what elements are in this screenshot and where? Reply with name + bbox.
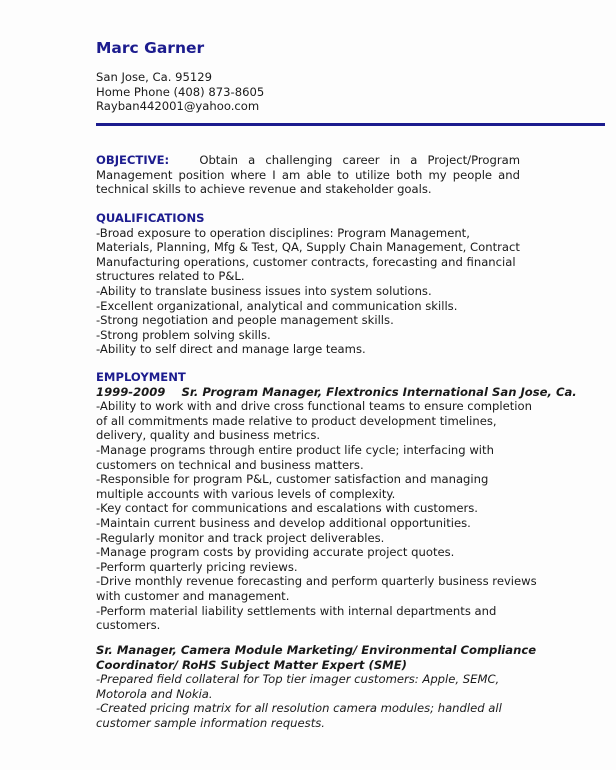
line-item: -Drive monthly revenue forecasting and perform quarterly business reviews — [96, 574, 537, 589]
line-item: -Broad exposure to operation disciplines: Program Management, — [96, 225, 470, 240]
job2-title: Sr. Manager, Camera Module Marketing/ Environmental Compliance — [96, 643, 537, 657]
job2-duties — [96, 672, 536, 730]
line-item: -Ability to self direct and manage large teams. — [96, 342, 366, 357]
line-item: Manufacturing operations, customer contracts, forecasting and financial — [96, 254, 516, 269]
line-item: -Maintain current business and develop additional opportunities. — [96, 515, 471, 530]
line-item: -Manage program costs by providing accurate project quotes. — [96, 545, 455, 560]
objective-section — [96, 153, 520, 197]
job1-title: 1999-2009 Sr. Program Manager, Flextronics International San Jose, Ca. — [96, 384, 577, 399]
job1-duties — [96, 399, 577, 633]
qualifications-heading: QUALIFICATIONS — [96, 211, 205, 225]
line-item: -Perform material liability settlements with internal departments and — [96, 603, 497, 618]
phone: Home Phone (408) 873-8605 — [96, 84, 265, 99]
employment-heading: EMPLOYMENT — [96, 370, 186, 384]
objective-line: technical skills to achieve revenue and stakeholder goals. — [96, 182, 432, 197]
line-item: multiple accounts with various levels of complexity. — [96, 486, 396, 501]
email: Rayban442001@yahoo.com — [96, 99, 260, 114]
job2-section — [96, 643, 536, 731]
line-item: of all commitments made relative to product development timelines, — [96, 413, 497, 428]
objective-line: OBJECTIVE: Obtain a challenging career in a Project/Program — [96, 153, 521, 167]
line-item: -Perform quarterly pricing reviews. — [96, 559, 298, 574]
line-item: Motorola and Nokia. — [96, 686, 213, 701]
line-item: with customer and management. — [96, 588, 290, 603]
line-item: Materials, Planning, Mfg & Test, QA, Supply Chain Management, Contract — [96, 240, 520, 255]
line-item: -Created pricing matrix for all resolution camera modules; handled all — [96, 701, 502, 716]
header-divider — [96, 123, 605, 126]
line-item: -Responsible for program P&L, customer satisfaction and managing — [96, 472, 489, 487]
qualifications-section — [96, 211, 520, 357]
line-item: -Key contact for communications and escalations with customers. — [96, 501, 478, 516]
line-item: delivery, quality and business metrics. — [96, 428, 321, 443]
line-item: customers. — [96, 618, 161, 633]
contact-block — [96, 70, 264, 114]
employment-section — [96, 370, 577, 633]
objective-line: Management position where I am able to utilize both my people and — [96, 167, 520, 182]
line-item: -Strong problem solving skills. — [96, 327, 271, 342]
line-item: -Manage programs through entire product life cycle; interfacing with — [96, 442, 494, 457]
job2-title: Coordinator/ RoHS Subject Matter Expert (SME) — [96, 657, 407, 672]
objective-label: OBJECTIVE: — [96, 153, 170, 167]
candidate-name: Marc Garner — [96, 39, 205, 57]
line-item: -Regularly monitor and track project deliverables. — [96, 530, 385, 545]
line-item: -Excellent organizational, analytical and communication skills. — [96, 298, 458, 313]
line-item: -Ability to work with and drive cross functional teams to ensure completion — [96, 399, 532, 414]
line-item: -Ability to translate business issues into system solutions. — [96, 283, 432, 298]
line-item: customers on technical and business matters. — [96, 457, 364, 472]
qualifications-list — [96, 226, 520, 357]
line-item: customer sample information requests. — [96, 715, 325, 730]
address: San Jose, Ca. 95129 — [96, 70, 213, 84]
line-item: -Strong negotiation and people management skills. — [96, 313, 394, 328]
line-item: structures related to P&L. — [96, 269, 245, 284]
line-item: -Prepared field collateral for Top tier imager customers: Apple, SEMC, — [96, 672, 500, 687]
